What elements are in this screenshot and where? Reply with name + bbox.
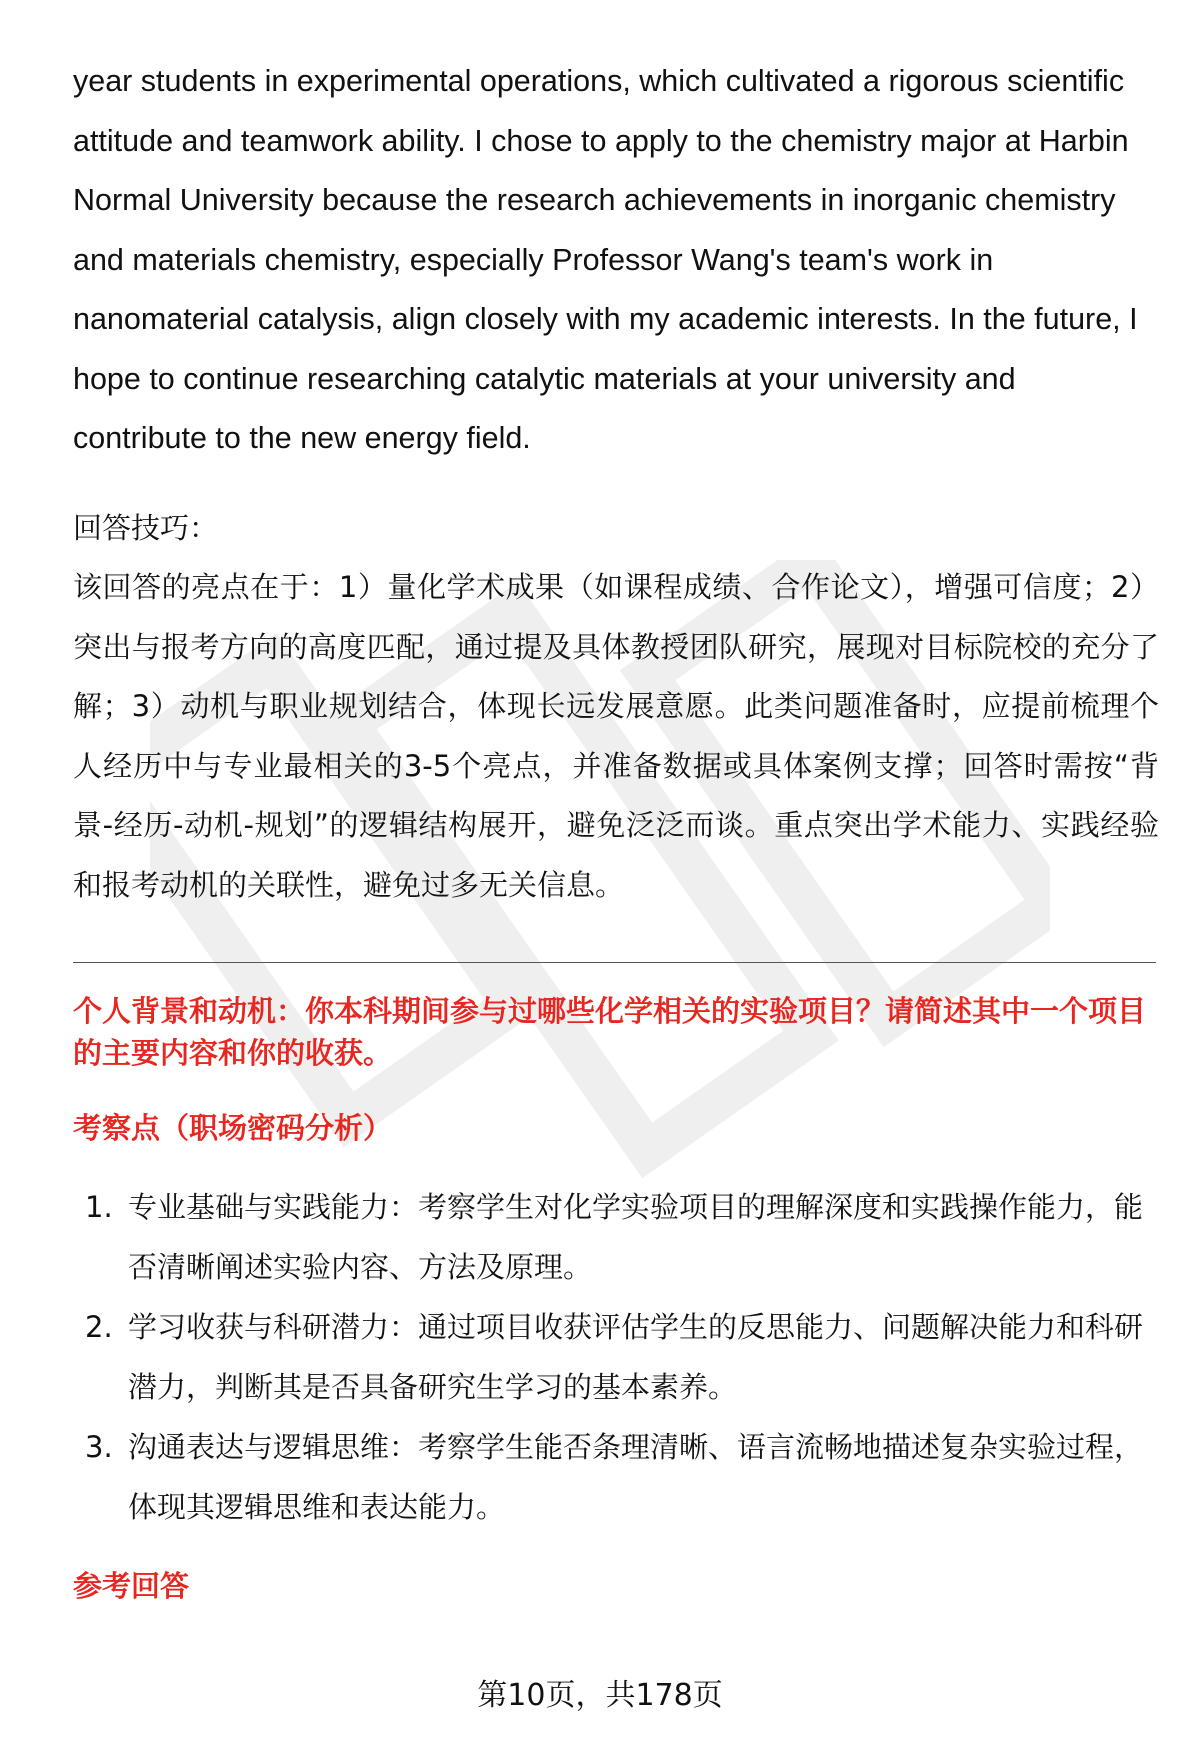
list-item-number: 2. (85, 1310, 113, 1344)
section-divider (73, 962, 1156, 963)
list-item (73, 1417, 1163, 1537)
question-heading: 个人背景和动机：你本科期间参与过哪些化学相关的实验项目？请简述其中一个项目的主要内容和你的收获。 (73, 994, 1147, 1070)
answer-heading: 参考回答 (73, 1569, 190, 1603)
list-item-text: 专业基础与实践能力：考察学生对化学实验项目的理解深度和实践操作能力，能否清晰阐述实验内容、方法及原理。 (128, 1190, 1144, 1284)
exam-points-list (73, 1177, 1163, 1537)
intro-paragraph: year students in experimental operations, which cultivated a rigorous scientific attitude and teamwork ability. I chose to apply to the chemistry major at Harbin Normal University because the research achievements in inorganic chemistry and materials chemistry, especially Professor Wang's team's work in nanomaterial catalysis, align closely with my academic interests. In the future, I hope to continue researching catalytic materials at your university and contribute to the new energy field. (73, 64, 1138, 455)
list-item-text: 沟通表达与逻辑思维：考察学生能否条理清晰、语言流畅地描述复杂实验过程，体现其逻辑思维和表达能力。 (128, 1430, 1144, 1524)
exam-points-heading: 考察点（职场密码分析） (73, 1111, 393, 1145)
list-item (73, 1177, 1163, 1297)
list-item-number: 1. (85, 1190, 113, 1224)
tips-body: 该回答的亮点在于：1）量化学术成果（如课程成绩、合作论文），增强可信度；2）突出与报考方向的高度匹配，通过提及具体教授团队研究，展现对目标院校的充分了解；3）动机与职业规划结合，体现长远发展意愿。此类问题准备时，应提前梳理个人经历中与专业最相关的3-5个亮点，并准备数据或具体案例支撑；回答时需按“背景-经历-动机-规划”的逻辑结构展开，避免泛泛而谈。重点突出学术能力、实践经验和报考动机的关联性，避免过多无关信息。 (73, 570, 1159, 902)
list-item-text: 学习收获与科研潜力：通过项目收获评估学生的反思能力、问题解决能力和科研潜力，判断其是否具备研究生学习的基本素养。 (128, 1310, 1144, 1404)
tips-label: 回答技巧： (73, 511, 219, 545)
list-item-number: 3. (85, 1430, 113, 1464)
page-footer: 第10页，共178页 (477, 1678, 723, 1713)
list-item (73, 1297, 1163, 1417)
